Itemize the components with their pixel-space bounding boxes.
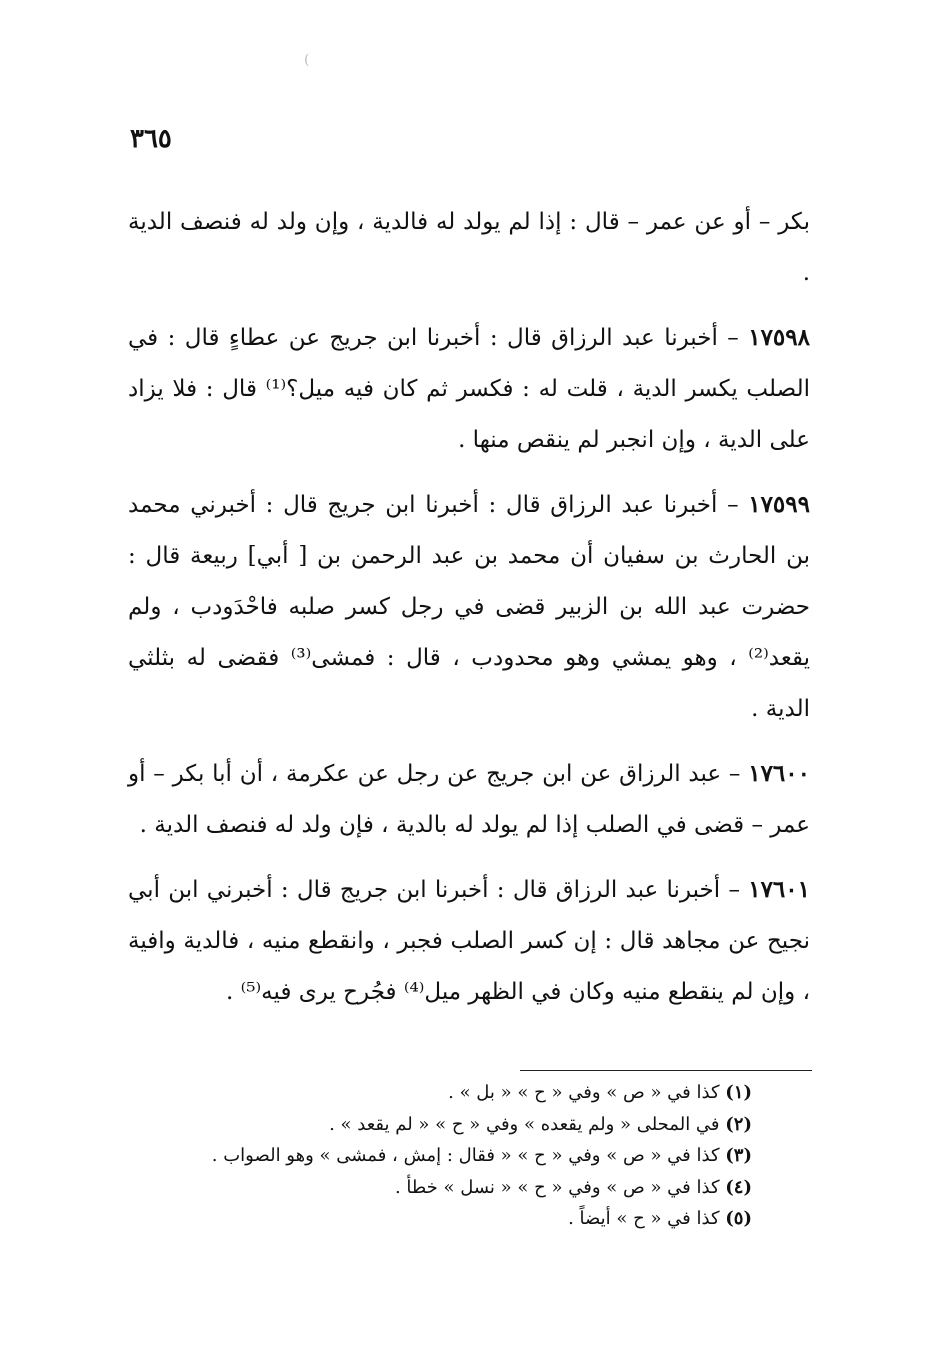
- footnote: [152, 1172, 752, 1204]
- paragraph-text: بكر – أو عن عمر – قال : إذا لم يولد له فالدية ، وإن ولد له فنصف الدية .: [128, 209, 810, 286]
- scan-mark: (: [304, 52, 310, 68]
- footnote: [152, 1203, 752, 1235]
- footnote-text: كذا في « ص » وفي « ح » « بل » .: [448, 1082, 720, 1103]
- paragraph: [128, 748, 810, 851]
- footnote: [152, 1140, 752, 1172]
- footnote: [152, 1077, 752, 1109]
- footnote-number: (٥): [725, 1208, 752, 1229]
- hadith-number: ١٧٦٠٠: [748, 760, 810, 787]
- footnote-text: كذا في « ح » أيضاً .: [568, 1208, 720, 1229]
- page-number: ٣٦٥: [130, 124, 172, 154]
- footnote-text: في المحلى « ولم يقعده » وفي « ح » « لم يقعد » .: [329, 1113, 720, 1135]
- footnote: [152, 1109, 752, 1141]
- paragraph: [128, 864, 810, 1018]
- footnote-text: كذا في « ص » وفي « ح » « فقال : إمش ، فمشى » وهو الصواب .: [211, 1145, 720, 1166]
- paragraph: [128, 479, 810, 735]
- paragraph: [128, 196, 810, 299]
- paragraph-text: – أخبرنا عبد الرزاق قال : أخبرنا ابن جريج قال : أخبرني ابن أبي نجيح عن مجاهد قال : إن كسر الصلب فجبر ، وانقطع منيه ، فالدية وافية ، وإن لم ينقطع منيه وكان في الظهر ميل⁽⁴⁾ فجُرح يرى فيه⁽⁵⁾ .: [128, 877, 810, 1005]
- hadith-number: ١٧٥٩٨: [748, 324, 810, 351]
- paragraph-text: – عبد الرزاق عن ابن جريج عن رجل عن عكرمة ، أن أبا بكر – أو عمر – قضى في الصلب إذا لم يولد له بالدية ، فإن ولد له فنصف الدية .: [128, 761, 810, 838]
- footnote-text: كذا في « ص » وفي « ح » « نسل » خطأ .: [394, 1176, 720, 1198]
- footnote-number: (٤): [725, 1176, 752, 1198]
- hadith-number: ١٧٦٠١: [748, 876, 810, 903]
- main-text: [128, 196, 810, 1018]
- footnote-number: (٢): [725, 1113, 752, 1135]
- footnote-number: (١): [725, 1082, 752, 1103]
- paragraph-text: – أخبرنا عبد الرزاق قال : أخبرنا ابن جريج عن عطاءٍ قال : في الصلب يكسر الدية ، قلت له : فكسر ثم كان فيه ميل؟⁽¹⁾ قال : فلا يزاد على الدية ، وإن انجبر لم ينقص منها .: [128, 325, 810, 453]
- hadith-number: ١٧٥٩٩: [748, 491, 810, 518]
- footnote-separator: [520, 1070, 812, 1071]
- paragraph-text: – أخبرنا عبد الرزاق قال : أخبرنا ابن جريج قال : أخبرني محمد بن الحارث بن سفيان أن محمد بن عبد الرحمن بن [ أبي] ربيعة قال : حضرت عبد الله بن الزبير قضى في رجل كسر صلبه فاحْدَودب ، ولم يقعد⁽²⁾ ، وهو يمشي وهو محدودب ، قال : فمشى⁽³⁾ فقضى له بثلثي الدية .: [128, 492, 810, 722]
- paragraph: [128, 312, 810, 466]
- footnotes: [152, 1077, 752, 1235]
- footnote-number: (٣): [725, 1145, 752, 1166]
